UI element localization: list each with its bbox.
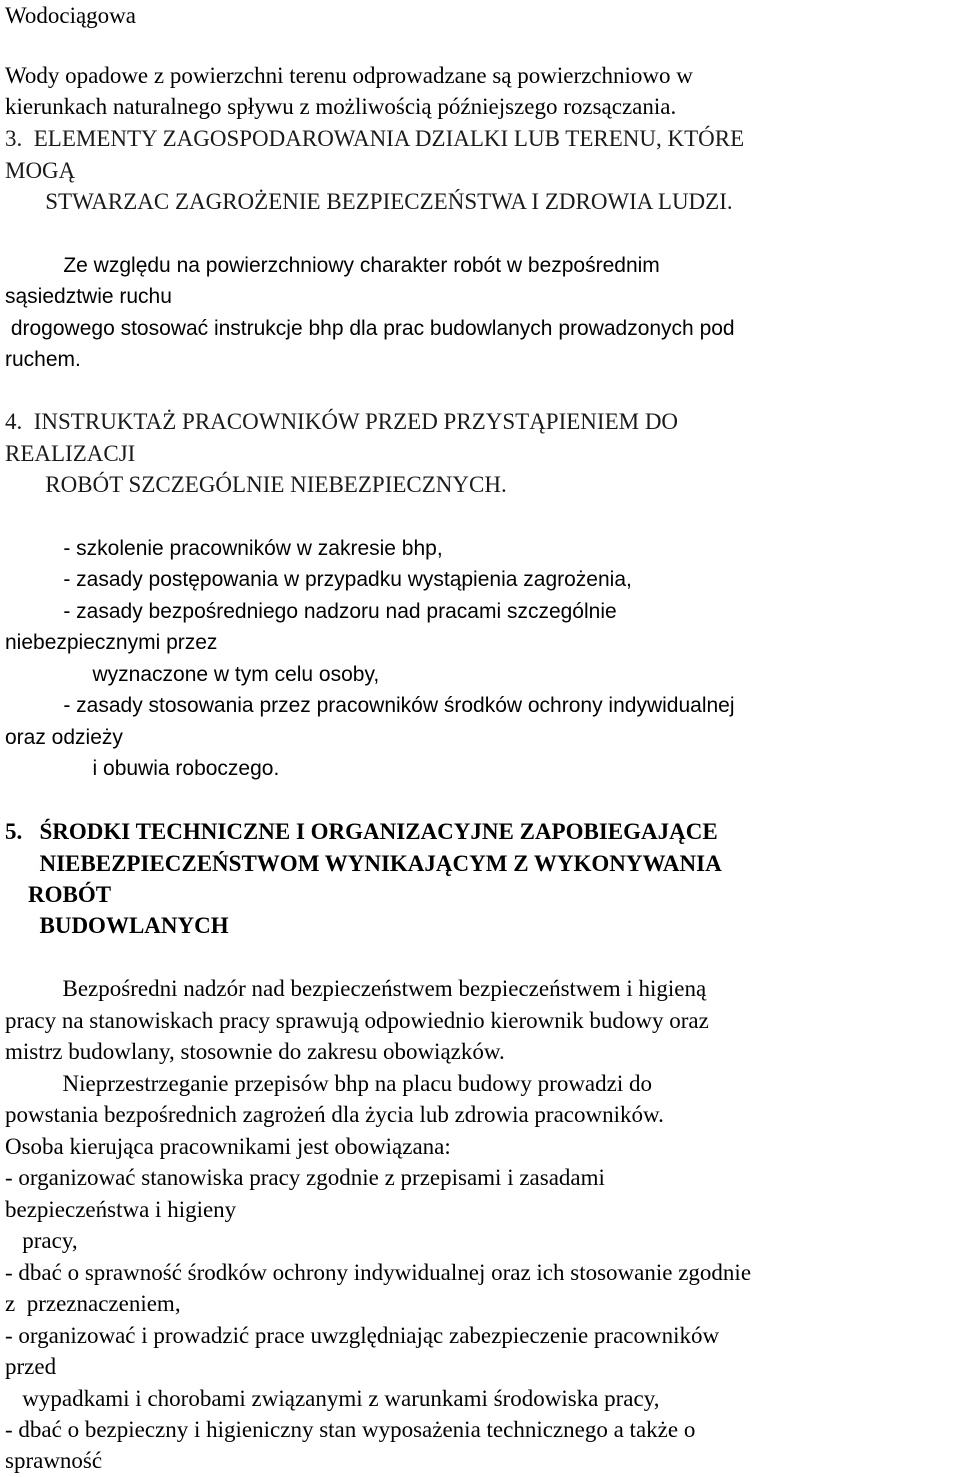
section-heading-4: REALIZACJI: [5, 441, 136, 466]
list-item: - dbać o sprawność środków ochrony indywidualnej oraz ich stosowanie zgodnie: [5, 1260, 752, 1285]
list-item: - organizować stanowiska pracy zgodnie z przepisami i zasadami: [5, 1165, 605, 1190]
section-heading-5: NIEBEZPIECZEŃSTWOM WYNIKAJĄCYM Z WYKONYWANIA: [5, 851, 722, 876]
text-line: pracy na stanowiskach pracy sprawują odpowiednio kierownik budowy oraz: [5, 1008, 709, 1033]
text-line: kierunkach naturalnego spływu z możliwością późniejszego rozsączania.: [5, 94, 677, 119]
text-line: Bezpośredni nadzór nad bezpieczeństwem bezpieczeństwem i higieną: [5, 976, 707, 1001]
text-line: Osoba kierująca pracownikami jest obowiązana:: [5, 1134, 451, 1159]
list-item: oraz odzieży: [5, 726, 123, 749]
section-heading-3: 3. ELEMENTY ZAGOSPODAROWANIA DZIALKI LUB TERENU, KTÓRE: [5, 126, 745, 151]
list-item: - zasady stosowania przez pracowników środków ochrony indywidualnej: [5, 694, 735, 717]
list-item: niebezpiecznymi przez: [5, 631, 218, 654]
section-heading-4: ROBÓT SZCZEGÓLNIE NIEBEZPIECZNYCH.: [5, 472, 507, 497]
text-line: mistrz budowlany, stosownie do zakresu obowiązków.: [5, 1039, 505, 1064]
list-item: sprawność: [5, 1448, 103, 1473]
section-heading-5: BUDOWLANYCH: [5, 913, 229, 938]
text-line: Ze względu na powierzchniowy charakter robót w bezpośrednim: [5, 254, 660, 277]
list-item: bezpieczeństwa i higieny: [5, 1197, 237, 1222]
section-heading-5: 5. ŚRODKI TECHNICZNE I ORGANIZACYJNE ZAPOBIEGAJĄCE: [5, 819, 718, 844]
section-heading-3: STWARZAC ZAGROŻENIE BEZPIECZEŃSTWA I ZDROWIA LUDZI.: [5, 189, 733, 214]
list-item: i obuwia roboczego.: [5, 757, 280, 780]
text-line: powstania bezpośrednich zagrożeń dla życia lub zdrowia pracowników.: [5, 1102, 664, 1127]
list-item: - organizować i prowadzić prace uwzględniając zabezpieczenie pracowników: [5, 1323, 720, 1348]
text-line: Wodociągowa: [5, 3, 136, 28]
list-item: pracy,: [5, 1228, 78, 1253]
text-line: ruchem.: [5, 348, 81, 371]
list-item: - dbać o bezpieczny i higieniczny stan wyposażenia technicznego a także o: [5, 1417, 696, 1442]
text-line: Wody opadowe z powierzchni terenu odprowadzane są powierzchniowo w: [5, 63, 693, 88]
section-heading-3: MOGĄ: [5, 158, 76, 183]
list-item: wyznaczone w tym celu osoby,: [5, 663, 380, 686]
list-item: przed: [5, 1354, 57, 1379]
text-line: sąsiedztwie ruchu: [5, 285, 172, 308]
list-item: wypadkami i chorobami związanymi z warunkami środowiska pracy,: [5, 1386, 660, 1411]
list-item: - zasady postępowania w przypadku wystąpienia zagrożenia,: [5, 568, 632, 591]
text-line: Nieprzestrzeganie przepisów bhp na placu budowy prowadzi do: [5, 1071, 652, 1096]
list-item: z przeznaczeniem,: [5, 1291, 181, 1316]
list-item: - zasady bezpośredniego nadzoru nad pracami szczególnie: [5, 600, 617, 623]
section-heading-4: 4. INSTRUKTAŻ PRACOWNIKÓW PRZED PRZYSTĄPIENIEM DO: [5, 409, 679, 434]
text-line: drogowego stosować instrukcje bhp dla prac budowlanych prowadzonych pod: [5, 317, 735, 340]
list-item: - szkolenie pracowników w zakresie bhp,: [5, 537, 443, 560]
section-heading-5: ROBÓT: [5, 882, 112, 907]
